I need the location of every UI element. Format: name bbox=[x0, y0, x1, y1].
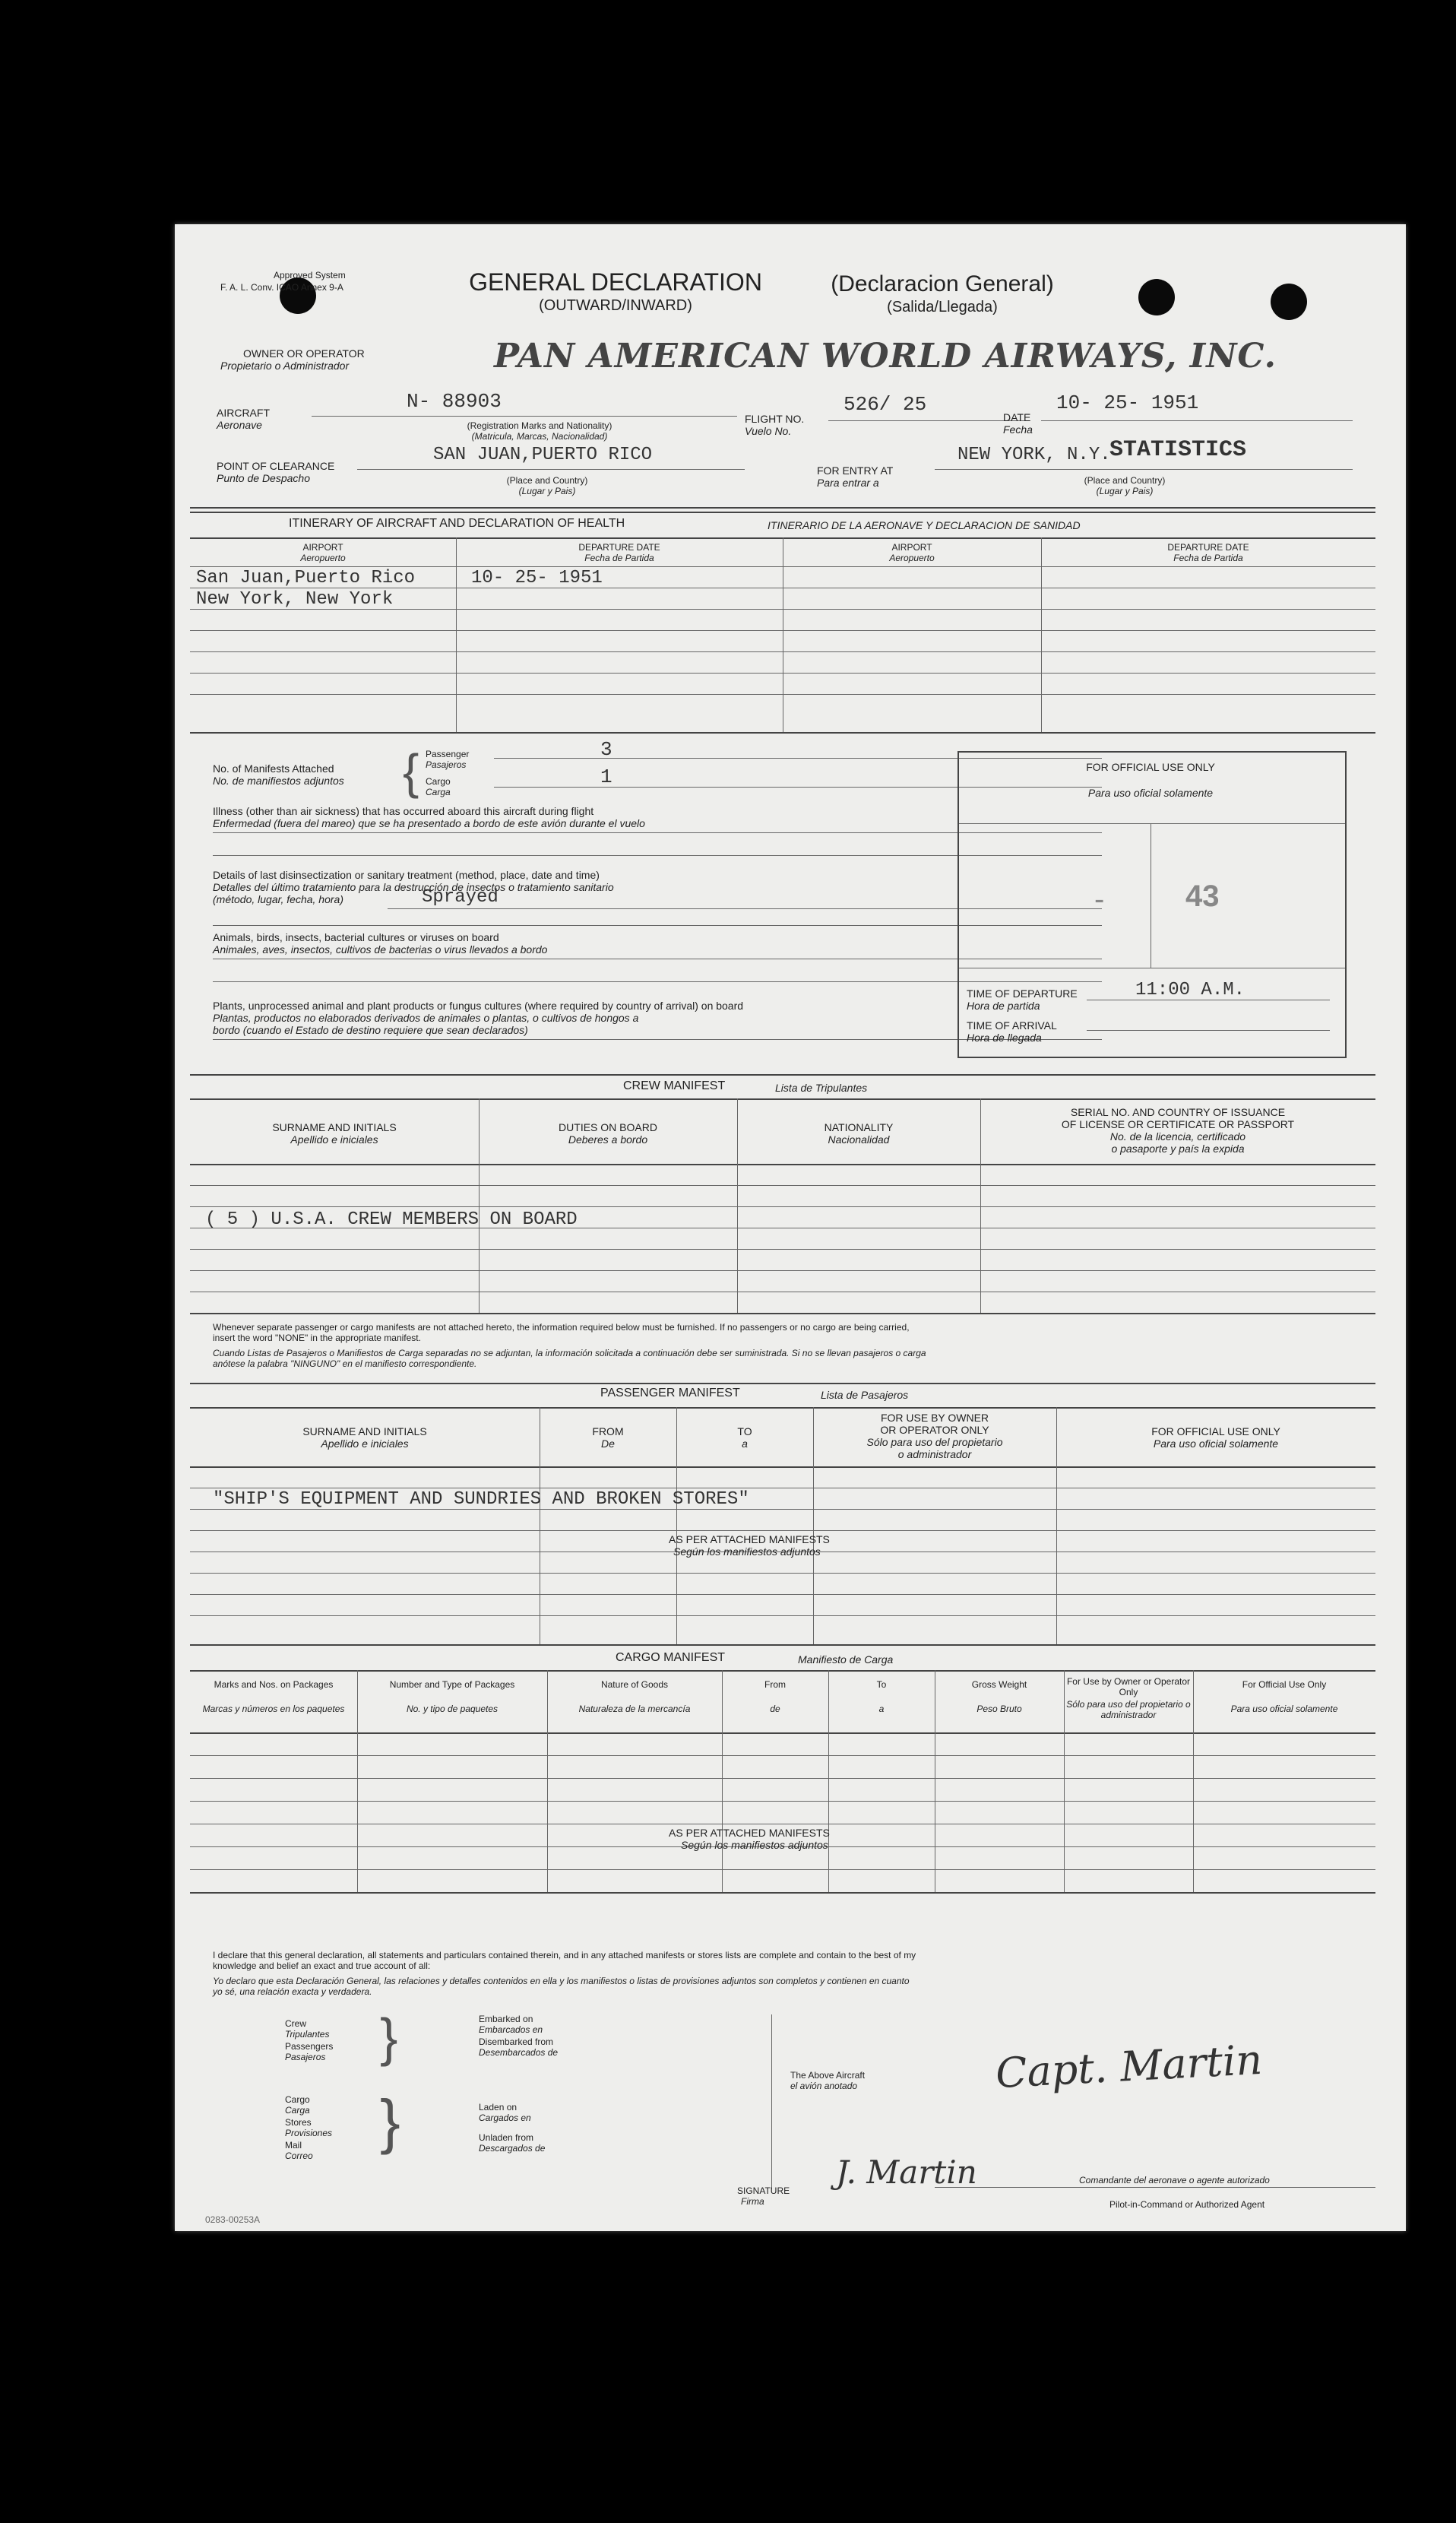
cargo-col-weight-es: Peso Bruto bbox=[976, 1704, 1022, 1714]
official-title-es: Para uso oficial solamente bbox=[1087, 787, 1214, 799]
form-title-es-sub: (Salida/Llegada) bbox=[887, 299, 998, 315]
decl-disembarked: Disembarked from bbox=[479, 2036, 554, 2047]
clearance-value: SAN JUAN,PUERTO RICO bbox=[433, 445, 653, 465]
plants-label-es2: bordo (cuando el Estado de destino requiere que sean declarados) bbox=[213, 1024, 528, 1036]
owner-name: PAN AMERICAN WORLD AIRWAYS, INC. bbox=[494, 337, 1277, 376]
date-label: DATE bbox=[1003, 411, 1031, 423]
manifests-label-es: No. de manifiestos adjuntos bbox=[213, 775, 344, 787]
decl-above-aircraft-es: el avión anotado bbox=[790, 2081, 858, 2091]
aircraft-sub-es: (Matricula, Marcas, Nacionalidad) bbox=[471, 431, 608, 442]
notice-es-1: Cuando Listas de Pasajeros o Manifiestos de Carga separadas no se adjuntan, la información solicitada a continuación debe ser suministrada. Si no se llevan pasajeros o carga bbox=[213, 1348, 926, 1358]
declaration-en-2: knowledge and belief an exact and true account of all: bbox=[213, 1960, 431, 1971]
decl-crew: Crew bbox=[285, 2018, 307, 2029]
departure-time: 11:00 A.M. bbox=[1135, 980, 1246, 1000]
itin-col-airport-2-es: Aeropuerto bbox=[889, 553, 935, 563]
pax-col-official: FOR OFFICIAL USE ONLY bbox=[1151, 1425, 1280, 1437]
animals-label: Animals, birds, insects, bacterial cultures or viruses on board bbox=[213, 931, 499, 943]
punch-hole bbox=[1138, 279, 1175, 315]
passenger-count: 3 bbox=[600, 738, 612, 761]
flight-label-es: Vuelo No. bbox=[745, 425, 792, 437]
plants-label-es: Plantas, productos no elaborados derivados de animales o plantas, o cultivos de hongos a bbox=[213, 1012, 639, 1024]
clearance-sub: (Place and Country) bbox=[506, 475, 588, 486]
crew-col-name-es: Apellido e iniciales bbox=[290, 1133, 378, 1146]
itinerary-title-es: ITINERARIO DE LA AERONAVE Y DECLARACION DE SANIDAD bbox=[768, 519, 1081, 531]
clearance-label: POINT OF CLEARANCE bbox=[217, 460, 335, 472]
crew-col-duties-es: Deberes a bordo bbox=[568, 1133, 648, 1146]
arrival-label-es: Hora de llegada bbox=[967, 1032, 1042, 1044]
crew-title-es: Lista de Tripulantes bbox=[775, 1082, 868, 1094]
pax-col-to: TO bbox=[737, 1425, 752, 1437]
departure-label-es: Hora de partida bbox=[967, 1000, 1040, 1012]
cargo-col-official: For Official Use Only bbox=[1242, 1679, 1327, 1690]
pax-col-official-es: Para uso oficial solamente bbox=[1153, 1437, 1279, 1450]
animals-label-es: Animales, aves, insectos, cultivos de bacterias o virus llevados a bordo bbox=[213, 943, 548, 956]
owner-label: OWNER OR OPERATOR bbox=[243, 347, 365, 360]
decl-crew-es: Tripulantes bbox=[285, 2029, 330, 2040]
owner-label-es: Propietario o Administrador bbox=[220, 360, 350, 372]
aircraft-label-es: Aeronave bbox=[217, 419, 262, 431]
cargo-attached: AS PER ATTACHED MANIFESTS bbox=[669, 1827, 830, 1839]
arrival-label: TIME OF ARRIVAL bbox=[967, 1019, 1057, 1032]
cargo-count: 1 bbox=[600, 765, 612, 788]
passenger-label: Passenger bbox=[426, 749, 470, 759]
approved-system: Approved System bbox=[274, 270, 346, 281]
flight-label: FLIGHT NO. bbox=[745, 413, 805, 425]
cargo-col-from-es: de bbox=[770, 1704, 780, 1714]
passenger-label-es: Pasajeros bbox=[426, 759, 467, 770]
itinerary-title: ITINERARY OF AIRCRAFT AND DECLARATION OF HEALTH bbox=[289, 517, 625, 530]
date-label-es: Fecha bbox=[1003, 423, 1033, 436]
pax-col-owner: FOR USE BY OWNER bbox=[880, 1412, 989, 1424]
aircraft-label: AIRCRAFT bbox=[217, 407, 270, 419]
aircraft-value: N- 88903 bbox=[407, 390, 502, 413]
form-number: 0283-00253A bbox=[205, 2214, 261, 2225]
crew-col-serial: SERIAL NO. AND COUNTRY OF ISSUANCE bbox=[1070, 1106, 1286, 1118]
decl-laden: Laden on bbox=[479, 2102, 518, 2113]
plants-label: Plants, unprocessed animal and plant products or fungus cultures (where required by country of arrival) on board bbox=[213, 1000, 744, 1012]
disinsect-value: Sprayed bbox=[422, 887, 499, 908]
itin-col-airport-1: AIRPORT bbox=[302, 542, 343, 553]
itin-col-date-1-es: Fecha de Partida bbox=[584, 553, 654, 563]
disinsect-label-es2: (método, lugar, fecha, hora) bbox=[213, 893, 343, 905]
entry-value: NEW YORK, N.Y. bbox=[957, 445, 1111, 465]
pax-entry: "SHIP'S EQUIPMENT AND SUNDRIES AND BROKEN STORES" bbox=[213, 1489, 749, 1510]
decl-passengers-es: Pasajeros bbox=[285, 2052, 326, 2062]
declaration-en-1: I declare that this general declaration, all statements and particulars contained therein, and in any attached manifests or stores lists are complete and contain to the best of my bbox=[213, 1950, 916, 1960]
aircraft-sub: (Registration Marks and Nationality) bbox=[467, 420, 612, 431]
decl-embarked-es: Embarcados en bbox=[479, 2024, 543, 2035]
form-title-es: (Declaracion General) bbox=[831, 271, 1054, 296]
brace: } bbox=[380, 2008, 398, 2067]
entry-label-es: Para entrar a bbox=[817, 477, 879, 489]
decl-unladen: Unladen from bbox=[479, 2132, 534, 2143]
itin-date-row1: 10- 25- 1951 bbox=[471, 568, 603, 588]
pax-col-to-es: a bbox=[742, 1437, 748, 1450]
general-declaration-form bbox=[175, 224, 1406, 2231]
decl-unladen-es: Descargados de bbox=[479, 2143, 546, 2154]
crew-col-serial-es: No. de la licencia, certificado bbox=[1109, 1130, 1246, 1143]
cargo-col-marks: Marks and Nos. on Packages bbox=[214, 1679, 334, 1690]
brace: { bbox=[403, 744, 419, 799]
clearance-label-es: Punto de Despacho bbox=[217, 472, 310, 484]
pax-attached: AS PER ATTACHED MANIFESTS bbox=[669, 1533, 830, 1545]
cargo-col-owner: For Use by Owner or Operator Only bbox=[1066, 1676, 1191, 1697]
decl-cargo-es: Carga bbox=[285, 2105, 310, 2116]
cargo-col-packages-es: No. y tipo de paquetes bbox=[406, 1704, 499, 1714]
cargo-col-to-es: a bbox=[878, 1704, 885, 1714]
pax-col-from: FROM bbox=[592, 1425, 624, 1437]
illness-label-es: Enfermedad (fuera del mareo) que se ha presentado a bordo de este avión durante el vuelo bbox=[213, 817, 645, 829]
disinsect-label: Details of last disinsectization or sanitary treatment (method, place, date and time) bbox=[213, 869, 600, 881]
crew-title: CREW MANIFEST bbox=[623, 1079, 726, 1092]
official-stamp-number: 43 bbox=[1185, 880, 1220, 913]
pax-col-owner-es2: o administrador bbox=[897, 1448, 972, 1460]
crew-col-serial-b: OF LICENSE OR CERTIFICATE OR PASSPORT bbox=[1061, 1118, 1295, 1130]
crew-entry: ( 5 ) U.S.A. CREW MEMBERS ON BOARD bbox=[205, 1209, 578, 1230]
declaration-es-1: Yo declaro que esta Declaración General, las relaciones y detalles contenidos en ella y los manifiestos o listas de provisiones adjuntos son completos y contienen en cuanto bbox=[213, 1976, 910, 1986]
manifests-label: No. of Manifests Attached bbox=[213, 762, 334, 775]
entry-sub: (Place and Country) bbox=[1084, 475, 1166, 486]
statistics-stamp: STATISTICS bbox=[1109, 437, 1247, 463]
form-title: GENERAL DECLARATION bbox=[469, 268, 762, 296]
cargo-col-nature-es: Naturaleza de la mercancía bbox=[578, 1704, 691, 1714]
passenger-title: PASSENGER MANIFEST bbox=[600, 1387, 740, 1399]
pax-col-name-es: Apellido e iniciales bbox=[321, 1437, 409, 1450]
pax-col-owner-b: OR OPERATOR ONLY bbox=[880, 1424, 989, 1436]
crew-col-nationality-es: Nacionalidad bbox=[828, 1133, 890, 1146]
signature-mark: J. Martin bbox=[836, 2154, 977, 2191]
decl-mail: Mail bbox=[285, 2140, 302, 2151]
decl-laden-es: Cargados en bbox=[479, 2113, 531, 2123]
crew-col-duties: DUTIES ON BOARD bbox=[559, 1121, 657, 1133]
cargo-label-es: Carga bbox=[426, 787, 451, 797]
crew-col-name: SURNAME AND INITIALS bbox=[272, 1121, 397, 1133]
notice-en-2: insert the word "NONE" in the appropriate manifest. bbox=[213, 1333, 421, 1343]
decl-stores-es: Provisiones bbox=[285, 2128, 333, 2138]
pax-col-from-es: De bbox=[601, 1437, 615, 1450]
commander-label-es: Comandante del aeronave o agente autorizado bbox=[1079, 2175, 1270, 2185]
official-stamp-left: - bbox=[1094, 883, 1105, 916]
brace: } bbox=[380, 2087, 400, 2155]
itin-col-airport-1-es: Aeropuerto bbox=[300, 553, 346, 563]
declaration-es-2: yo sé, una relación exacta y verdadera. bbox=[213, 1986, 372, 1997]
pax-col-owner-es: Sólo para uso del propietario bbox=[866, 1436, 1003, 1448]
cargo-col-packages: Number and Type of Packages bbox=[389, 1679, 515, 1690]
itin-col-airport-2: AIRPORT bbox=[891, 542, 932, 553]
date-value: 10- 25- 1951 bbox=[1056, 391, 1199, 414]
crew-col-serial-es2: o pasaporte y país la expida bbox=[1111, 1143, 1245, 1155]
cargo-attached-es: Según los manifiestos adjuntos bbox=[681, 1839, 828, 1851]
cargo-col-official-es: Para uso oficial solamente bbox=[1230, 1704, 1338, 1714]
signature-label: SIGNATURE bbox=[737, 2185, 790, 2196]
disinsect-label-es: Detalles del último tratamiento para la destrucción de insectos o tratamiento sanitario bbox=[213, 881, 614, 893]
cargo-col-to: To bbox=[876, 1679, 887, 1690]
cargo-col-marks-es: Marcas y números en los paquetes bbox=[202, 1704, 345, 1714]
pax-col-name: SURNAME AND INITIALS bbox=[302, 1425, 427, 1437]
regulation-ref: F. A. L. Conv. ICAO Annex 9-A bbox=[220, 282, 343, 293]
decl-passengers: Passengers bbox=[285, 2041, 334, 2052]
entry-sub-es: (Lugar y Pais) bbox=[1096, 486, 1154, 496]
decl-cargo: Cargo bbox=[285, 2094, 310, 2105]
pax-attached-es: Según los manifiestos adjuntos bbox=[673, 1545, 821, 1558]
illness-label: Illness (other than air sickness) that has occurred aboard this aircraft during flight bbox=[213, 805, 594, 817]
notice-en-1: Whenever separate passenger or cargo manifests are not attached hereto, the information required below must be furnished. If no passengers or no cargo are being carried, bbox=[213, 1322, 910, 1333]
decl-stores: Stores bbox=[285, 2117, 312, 2128]
cargo-col-owner-es: Sólo para uso del propietario o administrador bbox=[1066, 1699, 1191, 1720]
itin-col-date-2-es: Fecha de Partida bbox=[1173, 553, 1243, 563]
signature-label-es: Firma bbox=[741, 2196, 764, 2207]
cargo-title-es: Manifiesto de Carga bbox=[798, 1653, 894, 1666]
crew-col-nationality: NATIONALITY bbox=[824, 1121, 894, 1133]
decl-above-aircraft: The Above Aircraft bbox=[790, 2070, 866, 2081]
cargo-label: Cargo bbox=[426, 776, 451, 787]
punch-hole bbox=[1271, 284, 1307, 320]
form-title-sub: (OUTWARD/INWARD) bbox=[539, 297, 692, 314]
decl-embarked: Embarked on bbox=[479, 2014, 533, 2024]
cargo-col-nature: Nature of Goods bbox=[600, 1679, 669, 1690]
decl-mail-es: Correo bbox=[285, 2151, 313, 2161]
commander-label: Pilot-in-Command or Authorized Agent bbox=[1109, 2199, 1265, 2210]
official-title: FOR OFFICIAL USE ONLY bbox=[1086, 761, 1215, 773]
itin-airport-row2: New York, New York bbox=[196, 589, 394, 610]
itin-airport-row1: San Juan,Puerto Rico bbox=[196, 568, 416, 588]
itin-col-date-2: DEPARTURE DATE bbox=[1167, 542, 1249, 553]
captain-signature: Capt. Martin bbox=[994, 2035, 1264, 2098]
cargo-col-weight: Gross Weight bbox=[971, 1679, 1027, 1690]
itin-col-date-1: DEPARTURE DATE bbox=[578, 542, 660, 553]
departure-label: TIME OF DEPARTURE bbox=[967, 987, 1078, 1000]
flight-value: 526/ 25 bbox=[844, 393, 927, 416]
cargo-title: CARGO MANIFEST bbox=[616, 1651, 726, 1664]
entry-label: FOR ENTRY AT bbox=[817, 464, 894, 477]
decl-disembarked-es: Desembarcados de bbox=[479, 2047, 559, 2058]
cargo-col-from: From bbox=[764, 1679, 786, 1690]
clearance-sub-es: (Lugar y Pais) bbox=[518, 486, 576, 496]
passenger-title-es: Lista de Pasajeros bbox=[821, 1389, 909, 1401]
notice-es-2: anótese la palabra "NINGUNO" en el manifiesto correspondiente. bbox=[213, 1358, 477, 1369]
